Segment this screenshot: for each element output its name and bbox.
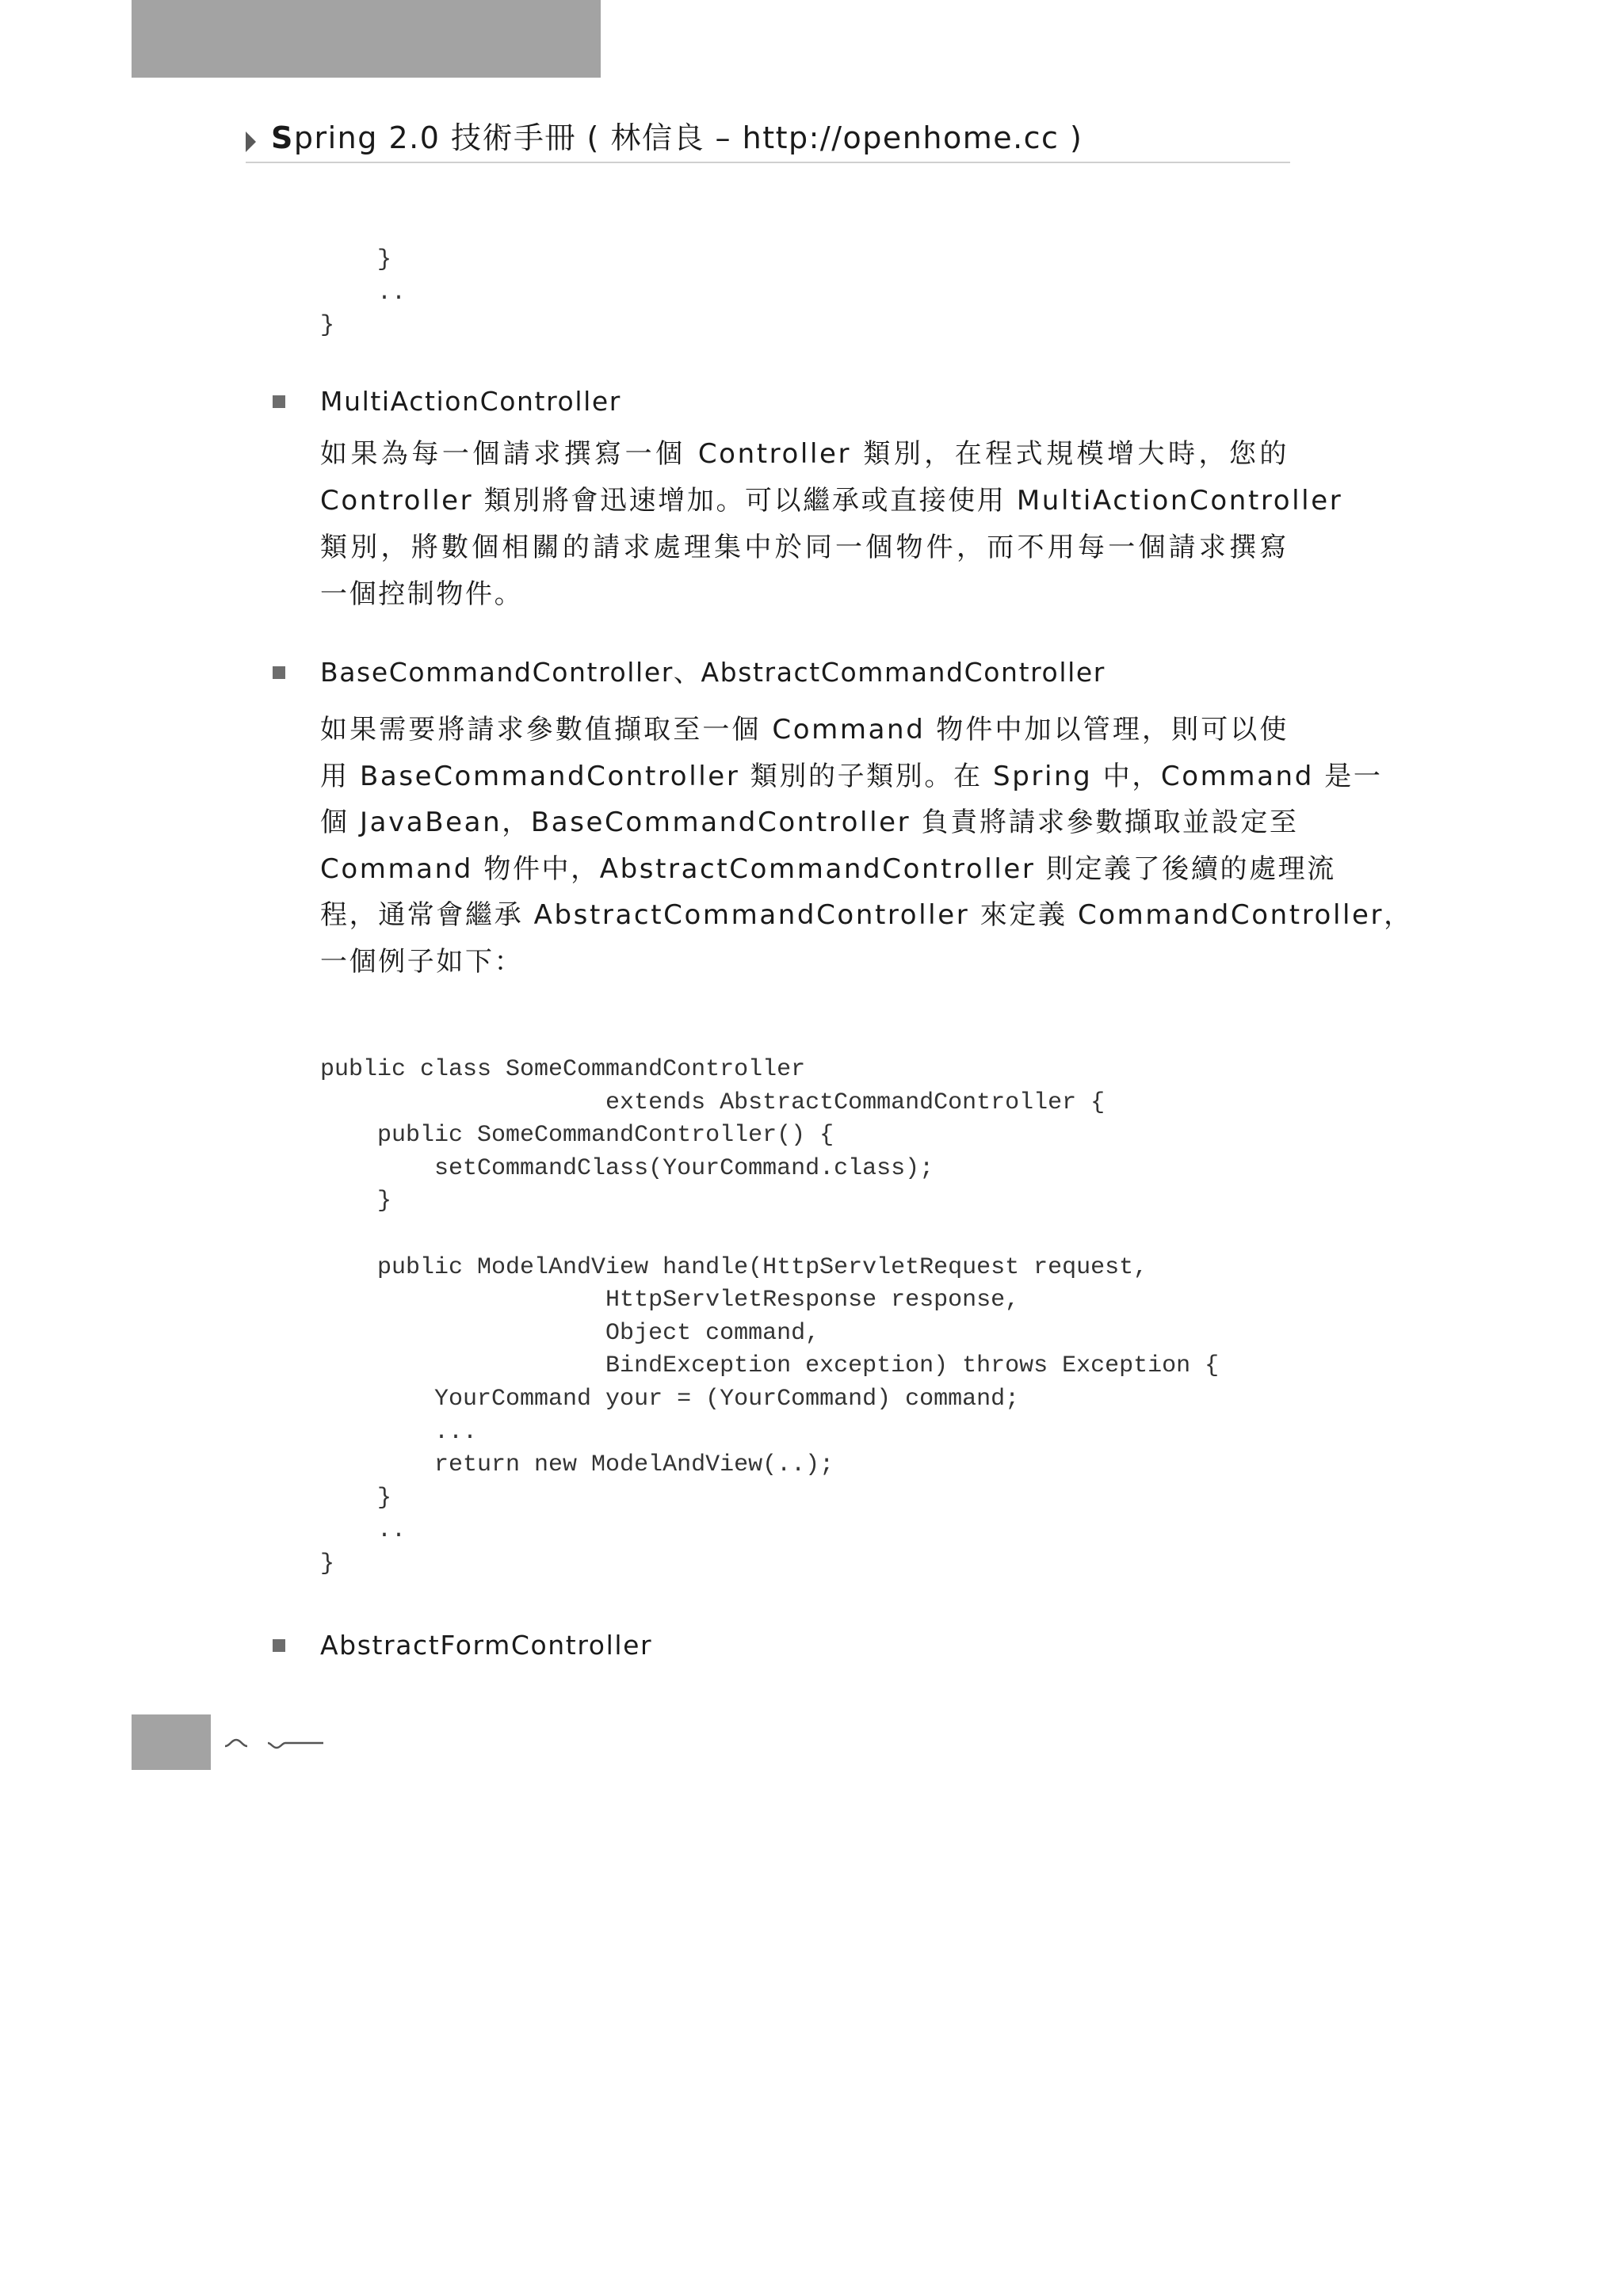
paragraph-line: Command 物件中，AbstractCommandController 則定義了後續的處理流 bbox=[320, 852, 1336, 885]
code-line: } bbox=[320, 1188, 392, 1215]
code-block-example bbox=[320, 1054, 1219, 1581]
paragraph-line: Controller 類別將會迅速增加。可以繼承或直接使用 MultiActionController bbox=[320, 485, 1343, 517]
paragraph-line: 程，通常會繼承 AbstractCommandController 來定義 CommandController， bbox=[320, 899, 1413, 932]
code-line: BindException exception) throws Exception { bbox=[320, 1352, 1220, 1380]
book-title bbox=[271, 119, 1083, 157]
book-title-initial: S bbox=[271, 120, 294, 155]
code-line: Object command, bbox=[320, 1319, 820, 1347]
section-title-command-controllers: BaseCommandController、AbstractCommandController bbox=[320, 657, 1106, 688]
bullet-square-icon bbox=[273, 395, 285, 408]
code-line: } bbox=[320, 246, 392, 273]
code-line: } bbox=[320, 1484, 392, 1512]
code-line bbox=[320, 1219, 1219, 1252]
code-line: YourCommand your = (YourCommand) command; bbox=[320, 1385, 1020, 1413]
page-number-mark-icon bbox=[223, 1727, 327, 1759]
paragraph-line: 個 JavaBean，BaseCommandController 負責將請求參數擷取並設定至 bbox=[320, 807, 1299, 839]
section-title-multiaction: MultiActionController bbox=[320, 386, 621, 417]
section-title-abstractform: AbstractFormController bbox=[320, 1630, 653, 1661]
code-line: .. bbox=[320, 279, 407, 307]
paragraph-multiaction bbox=[320, 431, 1343, 618]
paragraph-line: 一個例子如下： bbox=[320, 945, 524, 978]
code-line: return new ModelAndView(..); bbox=[320, 1451, 834, 1479]
header-tab-block bbox=[132, 0, 601, 78]
code-line: public SomeCommandController() { bbox=[320, 1122, 834, 1150]
paragraph-line: 一個控制物件。 bbox=[320, 578, 524, 610]
page-number-tab bbox=[132, 1714, 211, 1770]
code-line: .. bbox=[320, 1517, 407, 1545]
code-line: public class SomeCommandController bbox=[320, 1056, 806, 1083]
bullet-square-icon bbox=[273, 1639, 285, 1652]
running-header bbox=[246, 117, 1290, 163]
code-line: setCommandClass(YourCommand.class); bbox=[320, 1154, 934, 1182]
paragraph-line: 如果需要將請求參數值擷取至一個 Command 物件中加以管理，則可以使 bbox=[320, 714, 1289, 746]
code-line: HttpServletResponse response, bbox=[320, 1287, 1020, 1314]
code-line: ... bbox=[320, 1418, 478, 1446]
paragraph-line: 如果為每一個請求撰寫一個 Controller 類別，在程式規模增大時，您的 bbox=[320, 438, 1289, 470]
header-arrow-icon bbox=[246, 132, 256, 152]
code-line: } bbox=[320, 1550, 335, 1577]
paragraph-line: 用 BaseCommandController 類別的子類別。在 Spring 中，Command 是一 bbox=[320, 760, 1383, 792]
paragraph-line: 類別，將數個相關的請求處理集中於同一個物件，而不用每一個請求撰寫 bbox=[320, 532, 1289, 563]
code-line: } bbox=[320, 312, 335, 340]
code-line: extends AbstractCommandController { bbox=[320, 1089, 1106, 1116]
code-line: public ModelAndView handle(HttpServletRequest request, bbox=[320, 1253, 1148, 1281]
book-title-rest: pring 2.0 技術手冊 ( 林信良 – http://openhome.cc ) bbox=[293, 120, 1083, 155]
code-block-top bbox=[320, 244, 406, 343]
bullet-square-icon bbox=[273, 666, 285, 679]
paragraph-command-controllers bbox=[320, 707, 1413, 986]
